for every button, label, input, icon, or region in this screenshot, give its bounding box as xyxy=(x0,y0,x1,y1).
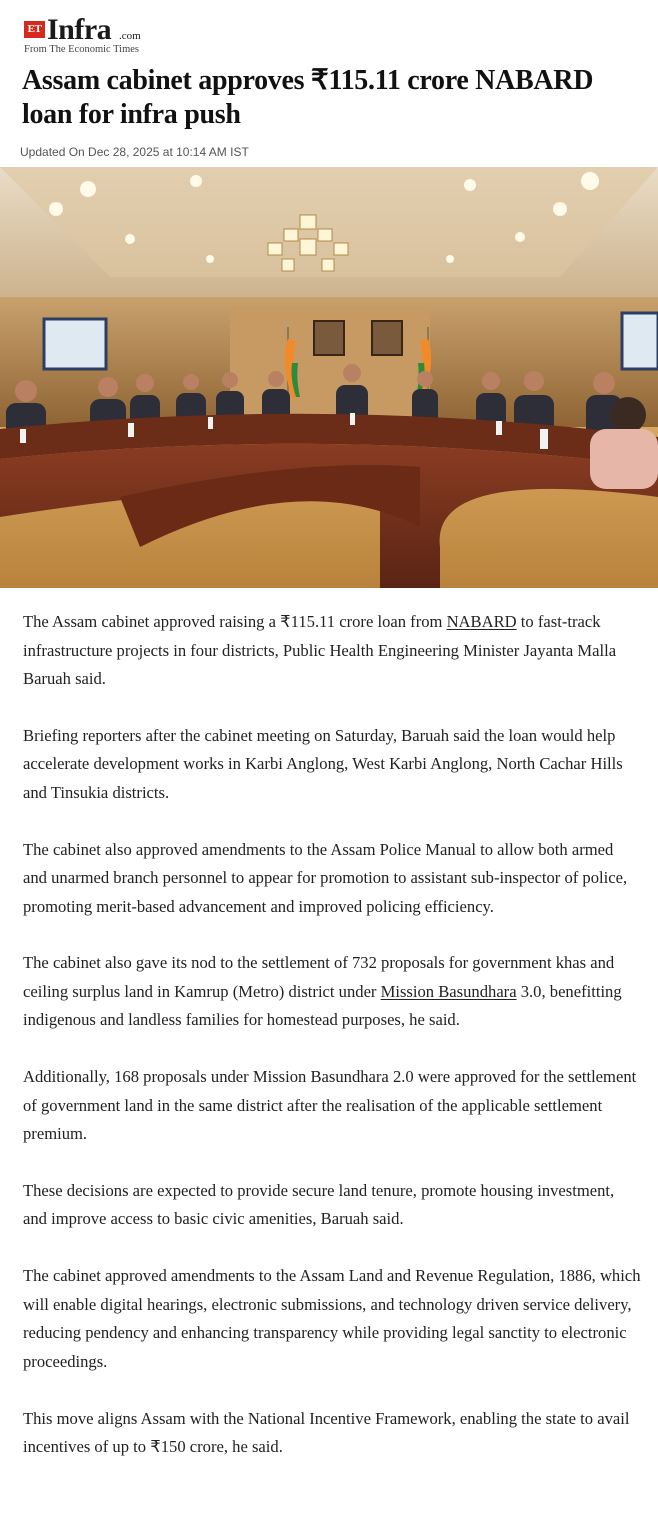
site-logo-suffix: .com xyxy=(119,30,141,42)
article-paragraph-4 xyxy=(23,949,641,1035)
article-body xyxy=(23,608,641,1490)
paragraph-text: to fast-track infrastructure projects in four districts, Public Health Engineering Minister Jayanta Malla Baruah said. xyxy=(23,612,617,688)
article-paragraph-8: This move aligns Assam with the National Incentive Framework, enabling the state to avail incentives of up to ₹150 crore, he said. xyxy=(23,1408,630,1457)
article-paragraph-6: These decisions are expected to provide secure land tenure, promote housing investment, and improve access to basic civic amenities, Baruah said. xyxy=(23,1180,615,1229)
site-logo[interactable]: Infra xyxy=(47,13,112,46)
article-paragraph-1 xyxy=(23,608,641,694)
article-photo xyxy=(0,167,658,588)
paragraph-text: The Assam cabinet approved raising a ₹115.11 crore loan from xyxy=(23,612,447,631)
article-paragraph-5: Additionally, 168 proposals under Mission Basundhara 2.0 were approved for the settlement of government land in the same district after the realisation of the applicable settlement premium. xyxy=(23,1067,637,1144)
paragraph-text: The cabinet also gave its nod to the settlement of 732 proposals for government khas and ceiling surplus land in Kamrup (Metro) district under xyxy=(23,953,615,1001)
et-logo-badge[interactable]: ET xyxy=(24,21,45,38)
article-paragraph-7: The cabinet approved amendments to the Assam Land and Revenue Regulation, 1886, which will enable digital hearings, electronic submissions, and technology driven service delivery, reducing pendency and enhancing transparency while providing legal sanctity to electronic proceedings. xyxy=(23,1266,641,1371)
cabinet-meeting-photo xyxy=(0,167,658,588)
paragraph-text: 3.0, benefitting indigenous and landless families for homestead purposes, he said. xyxy=(23,981,622,1030)
article-paragraph-2: Briefing reporters after the cabinet meeting on Saturday, Baruah said the loan would help accelerate development works in Karbi Anglong, West Karbi Anglong, North Cachar Hills and Tinsukia districts. xyxy=(23,725,623,802)
site-header xyxy=(24,14,224,58)
article-headline: Assam cabinet approves ₹115.11 crore NABARD loan for infra push xyxy=(22,65,594,130)
article-updated-date: Updated On Dec 28, 2025 at 10:14 AM IST xyxy=(20,145,249,159)
mission-basundhara-link[interactable]: Mission Basundhara xyxy=(380,981,517,1001)
nabard-link[interactable]: NABARD xyxy=(446,612,517,631)
article-paragraph-3: The cabinet also approved amendments to the Assam Police Manual to allow both armed and unarmed branch personnel to appear for promotion to assistant sub-inspector of police, promoting merit-based advancement and improved policing efficiency. xyxy=(23,839,628,916)
site-tagline: From The Economic Times xyxy=(24,44,140,55)
